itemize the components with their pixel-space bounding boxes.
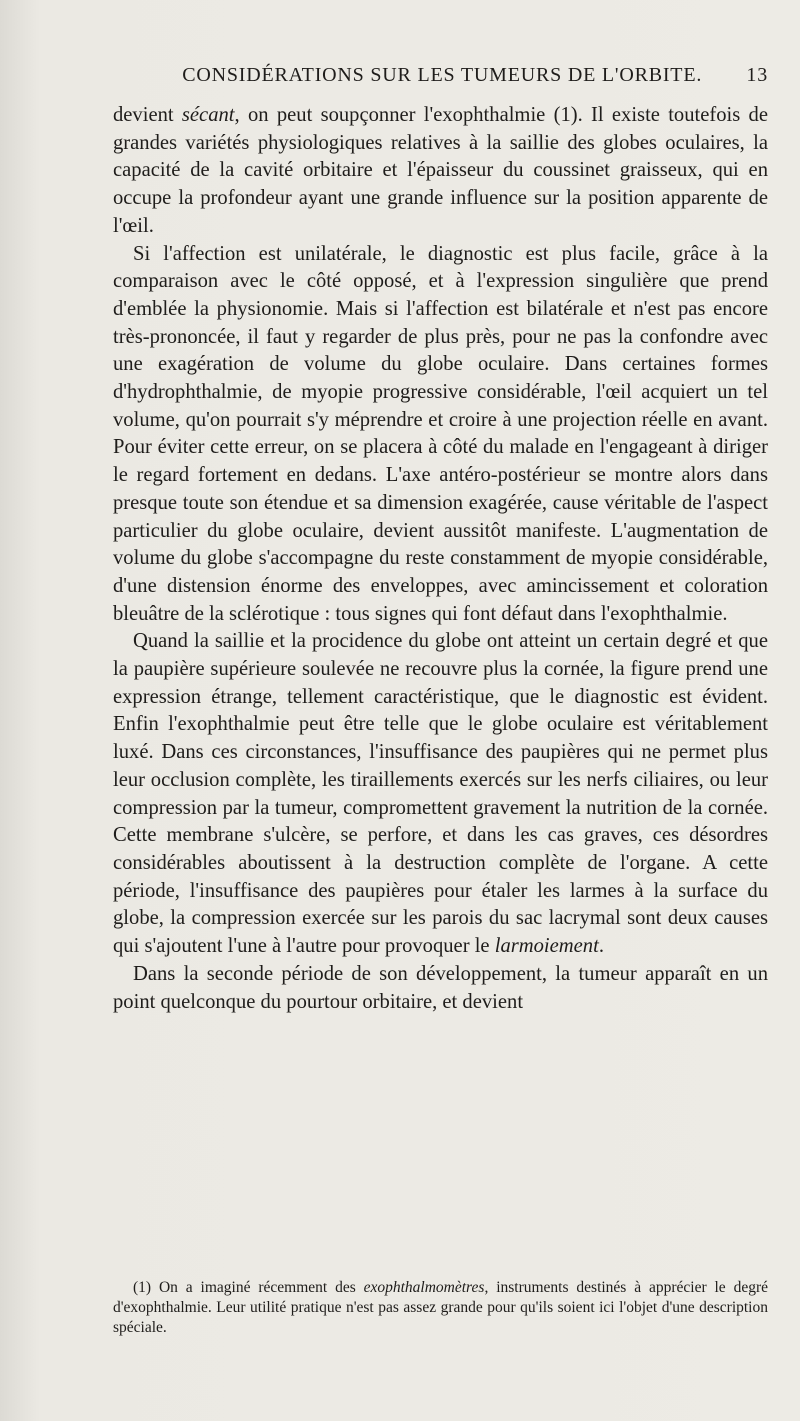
emphasis-secant: sécant (181, 104, 235, 126)
paragraph-3 (113, 628, 768, 960)
emphasis-larmoiement: larmoiement (494, 935, 599, 958)
paragraph-1 (113, 102, 768, 241)
footnote-rest: , instruments destinés à apprécier le degré d'exophthalmie. Leur utilité pratique n'est pas assez grande pour qu'ils soient ici l'objet d'une description spéciale. (113, 1279, 768, 1336)
paragraph-3-start: Quand la saillie et la procidence du globe ont atteint un certain degré et que la paupière supérieure soulevée ne recouvre plus la cornée, la figure prend une expression étrange, tellement caractéristique, que le diagnostic est évident. Enfin l'exophthalmie peut être telle que le globe oculaire est véritablement luxé. Dans ces circonstances, l'insuffisance des paupières qui ne permet plus leur occlusion complète, les tiraillements exercés sur les nerfs ciliaires, ou leur compression par la tumeur, compromettent gravement la nutrition de la cornée. Cette membrane s'ulcère, se perfore, et dans les cas graves, ces désordres considérables aboutissent à la destruction complète de l'organe. A cette période, l'insuffisance des paupières pour étaler les larmes à la surface du globe, la compression exercée sur les parois du sac lacrymal sont deux causes qui s'ajoutent l'une à l'autre pour provoquer le (113, 630, 768, 958)
paragraph-1-rest: , on peut soupçonner l'exophthalmie (1). Il existe toutefois de grandes variétés physiologiques relatives à la saillie des globes oculaires, la capacité de la cavité orbitaire et l'épaisseur du coussinet graisseux, qui en occupe la profondeur ayant une grande influence sur la position apparente de l'œil. (113, 104, 768, 237)
running-title: CONSIDÉRATIONS SUR LES TUMEURS DE L'ORBITE. (182, 64, 703, 86)
emphasis-exophthalmometres: exophthalmomètres (363, 1279, 485, 1296)
paragraph-4: Dans la seconde période de son développement, la tumeur apparaît en un point quelconque du pourtour orbitaire, et devient (113, 962, 768, 1013)
footnote-text (113, 1278, 768, 1338)
running-head (128, 64, 768, 87)
body-text (113, 102, 768, 1016)
paragraph-1-start: devient (113, 104, 182, 126)
paragraph-3-rest: . (598, 935, 604, 958)
paragraph-2: Si l'affection est unilatérale, le diagnostic est plus facile, grâce à la comparaison avec le côté opposé, et à l'expression singulière que prend d'emblée la physionomie. Mais si l'affection est bilatérale et n'est pas encore très-prononcée, il faut y regarder de plus près, pour ne pas la confondre avec une exagération de volume du globe oculaire. Dans certaines formes d'hydrophthalmie, de myopie progressive considérable, l'œil acquiert un tel volume, qu'on pourrait s'y méprendre et croire à une projection réelle en avant. Pour éviter cette erreur, on se placera à côté du malade en l'engageant à diriger le regard fortement en dedans. L'axe antéro-postérieur se montre alors dans presque toute son étendue et sa dimension exagérée, cause véritable de l'aspect particulier du globe oculaire, devient aussitôt manifeste. L'augmentation de volume du globe s'accompagne du reste constamment de myopie considérable, d'une distension énorme des enveloppes, avec amincissement et coloration bleuâtre de la sclérotique : tous signes qui font défaut dans l'exophthalmie. (113, 242, 768, 625)
footnote-start: (1) On a imaginé récemment des (133, 1279, 364, 1296)
footnote (113, 1278, 768, 1338)
page-number: 13 (746, 64, 768, 86)
